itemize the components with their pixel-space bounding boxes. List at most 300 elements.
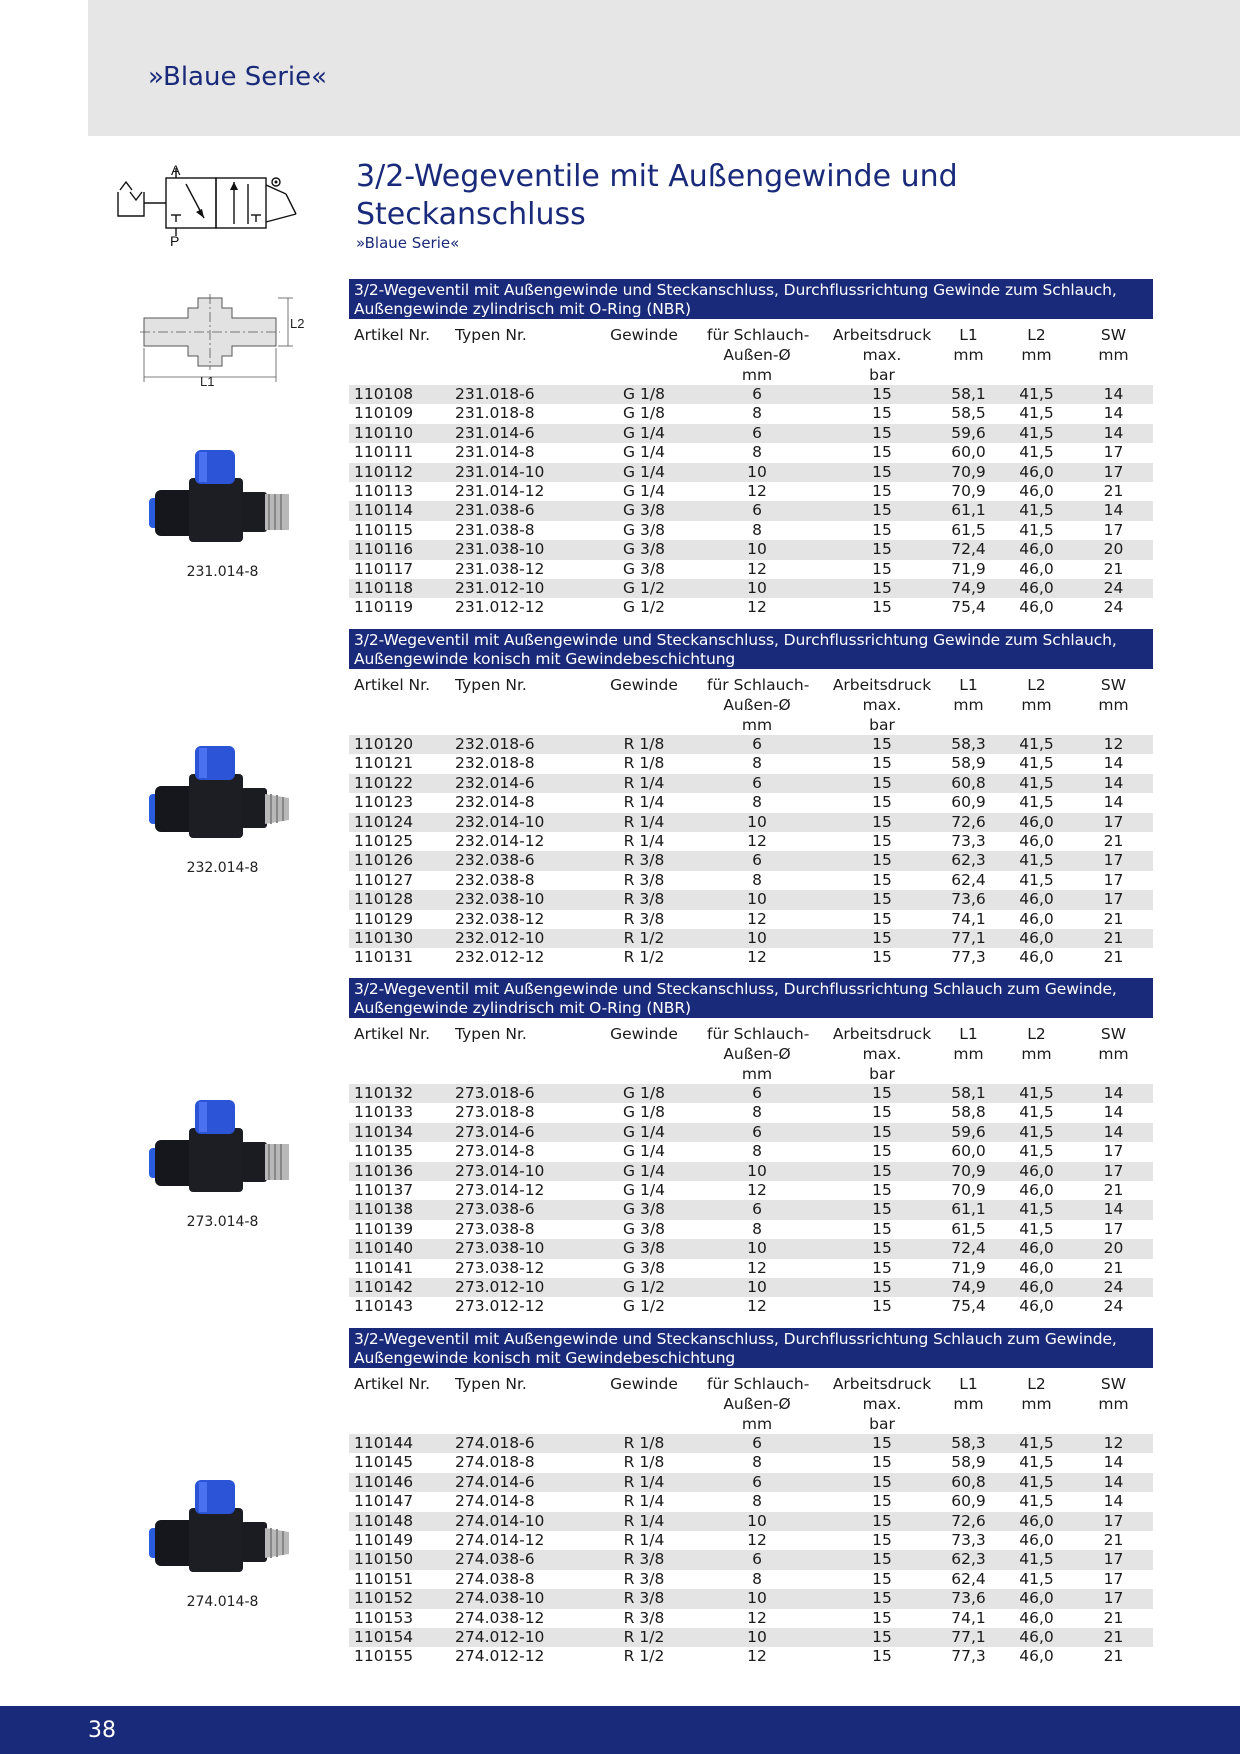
footer-band <box>0 1706 1240 1754</box>
cell-sw: 21 <box>1103 559 1124 578</box>
dimension-drawing <box>138 292 308 391</box>
cell-sw: 14 <box>1103 1453 1124 1472</box>
cell-arbeitsdruck: 15 <box>872 1453 892 1472</box>
cell-arbeitsdruck: 15 <box>872 1161 892 1180</box>
cell-arbeitsdruck: 15 <box>872 404 892 423</box>
cell-typen-nr: 274.038-10 <box>455 1589 545 1608</box>
cell-schlauch-durchmesser: 8 <box>752 1492 762 1511</box>
table-row <box>349 1220 1153 1239</box>
column-header-line: L2 <box>1027 326 1046 344</box>
cell-l1: 77,3 <box>951 948 986 967</box>
cell-gewinde: G 3/8 <box>623 501 665 520</box>
cell-l1: 77,1 <box>951 928 986 947</box>
cell-l1: 74,9 <box>951 578 986 597</box>
product-image-232 <box>140 736 305 876</box>
column-header-line: Typen Nr. <box>455 676 527 694</box>
cell-artikel-nr: 110108 <box>354 385 414 403</box>
cell-schlauch-durchmesser: 12 <box>747 1647 767 1666</box>
table-row <box>349 1628 1153 1647</box>
cell-sw: 21 <box>1103 1180 1124 1199</box>
cell-l2: 46,0 <box>1019 928 1054 947</box>
cell-arbeitsdruck: 15 <box>872 1434 892 1452</box>
table-row <box>349 501 1153 520</box>
column-header-row <box>349 1368 1153 1434</box>
cell-schlauch-durchmesser: 8 <box>752 1219 762 1238</box>
column-header-arbeitsdruck <box>827 325 937 385</box>
cell-l2: 41,5 <box>1019 793 1054 812</box>
cell-arbeitsdruck: 15 <box>872 948 892 967</box>
cell-l1: 77,3 <box>951 1647 986 1666</box>
cell-l1: 74,1 <box>951 909 986 928</box>
cell-l2: 41,5 <box>1019 1200 1054 1219</box>
cell-typen-nr: 274.038-6 <box>455 1550 535 1569</box>
column-header-line: L1 <box>959 1025 978 1043</box>
cell-arbeitsdruck: 15 <box>872 520 892 539</box>
cell-l2: 41,5 <box>1019 773 1054 792</box>
cell-l1: 75,4 <box>951 1297 986 1316</box>
cell-schlauch-durchmesser: 10 <box>747 928 767 947</box>
cell-artikel-nr: 110129 <box>354 909 414 928</box>
cell-sw: 17 <box>1103 1219 1124 1238</box>
cell-artikel-nr: 110150 <box>354 1550 414 1569</box>
cell-gewinde: R 3/8 <box>623 870 665 889</box>
column-header-line: SW <box>1100 1025 1127 1043</box>
cell-artikel-nr: 110121 <box>354 754 414 773</box>
table-row <box>349 482 1153 501</box>
cell-arbeitsdruck: 15 <box>872 1472 892 1491</box>
cell-gewinde: G 1/4 <box>623 1122 665 1141</box>
cell-typen-nr: 232.012-10 <box>455 928 545 947</box>
cell-l1: 58,5 <box>951 404 986 423</box>
cell-sw: 21 <box>1103 1627 1124 1646</box>
column-header-line: L1 <box>959 326 978 344</box>
cell-schlauch-durchmesser: 12 <box>747 1258 767 1277</box>
cell-arbeitsdruck: 15 <box>872 1589 892 1608</box>
cell-schlauch-durchmesser: 10 <box>747 462 767 481</box>
cell-sw: 17 <box>1103 870 1124 889</box>
cell-gewinde: G 1/4 <box>623 1142 665 1161</box>
section-heading-line: 3/2-Wegeventil mit Außengewinde und Steckanschluss, Durchflussrichtung Gewinde zum Schlauch, <box>354 631 1117 649</box>
cell-gewinde: G 3/8 <box>623 1258 665 1277</box>
column-header-line: L1 <box>959 676 978 694</box>
column-header-typen-nr <box>455 1024 527 1044</box>
cell-l2: 41,5 <box>1019 870 1054 889</box>
table-row <box>349 1239 1153 1258</box>
cell-gewinde: G 1/8 <box>623 385 665 403</box>
cell-l1: 60,0 <box>951 1142 986 1161</box>
cell-typen-nr: 274.038-12 <box>455 1608 545 1627</box>
cell-artikel-nr: 110122 <box>354 773 414 792</box>
cell-sw: 17 <box>1103 812 1124 831</box>
cell-sw: 14 <box>1103 385 1124 403</box>
cell-l2: 41,5 <box>1019 1550 1054 1569</box>
cell-schlauch-durchmesser: 10 <box>747 890 767 909</box>
cell-schlauch-durchmesser: 6 <box>752 423 762 442</box>
table-row <box>349 1278 1153 1297</box>
cell-schlauch-durchmesser: 6 <box>752 385 762 403</box>
cell-artikel-nr: 110151 <box>354 1569 414 1588</box>
table-row <box>349 735 1153 754</box>
column-header-line: für Schlauch- <box>707 1375 810 1393</box>
cell-l2: 46,0 <box>1019 1589 1054 1608</box>
cell-artikel-nr: 110118 <box>354 578 414 597</box>
column-header-line: mm <box>953 1045 984 1063</box>
cell-l2: 46,0 <box>1019 890 1054 909</box>
cell-gewinde: R 1/4 <box>623 812 665 831</box>
table-body <box>349 735 1153 968</box>
cell-artikel-nr: 110145 <box>354 1453 414 1472</box>
column-header-l1 <box>946 675 991 715</box>
column-header-line: Arbeitsdruck <box>832 1375 932 1393</box>
cell-schlauch-durchmesser: 12 <box>747 1297 767 1316</box>
column-header-line: mm <box>953 696 984 714</box>
table-row <box>349 1297 1153 1316</box>
cell-l1: 59,6 <box>951 423 986 442</box>
column-header-schlauch-durchmesser <box>707 1374 810 1434</box>
cell-sw: 21 <box>1103 481 1124 500</box>
cell-artikel-nr: 110152 <box>354 1589 414 1608</box>
cell-typen-nr: 231.038-6 <box>455 501 535 520</box>
cell-sw: 14 <box>1103 1122 1124 1141</box>
cell-gewinde: G 1/8 <box>623 1084 665 1102</box>
cell-l2: 41,5 <box>1019 1492 1054 1511</box>
cell-sw: 21 <box>1103 1258 1124 1277</box>
section-heading-line: Außengewinde zylindrisch mit O-Ring (NBR) <box>354 300 691 318</box>
cell-artikel-nr: 110110 <box>354 423 414 442</box>
cell-artikel-nr: 110147 <box>354 1492 414 1511</box>
cell-gewinde: G 1/4 <box>623 1161 665 1180</box>
cell-l2: 41,5 <box>1019 735 1054 753</box>
table-row <box>349 1434 1153 1453</box>
cell-gewinde: G 1/2 <box>623 1297 665 1316</box>
section-heading <box>349 1328 1153 1368</box>
symbol-label-p: P <box>170 233 180 249</box>
column-header-arbeitsdruck <box>827 1374 937 1434</box>
cell-typen-nr: 273.014-12 <box>455 1180 545 1199</box>
cell-l1: 77,1 <box>951 1627 986 1646</box>
cell-l2: 41,5 <box>1019 1103 1054 1122</box>
cell-sw: 24 <box>1103 598 1124 617</box>
cell-gewinde: R 1/4 <box>623 831 665 850</box>
valve-symbol-diagram <box>116 160 336 254</box>
cell-arbeitsdruck: 15 <box>872 851 892 870</box>
cell-typen-nr: 273.038-10 <box>455 1239 545 1258</box>
cell-sw: 17 <box>1103 520 1124 539</box>
product-image-231 <box>140 440 305 580</box>
table-row <box>349 463 1153 482</box>
cell-l1: 60,0 <box>951 443 986 462</box>
column-header-arbeitsdruck <box>827 675 937 735</box>
cell-typen-nr: 231.012-10 <box>455 578 545 597</box>
cell-schlauch-durchmesser: 12 <box>747 1530 767 1549</box>
table-row <box>349 948 1153 967</box>
cell-artikel-nr: 110116 <box>354 540 414 559</box>
cell-sw: 17 <box>1103 1550 1124 1569</box>
table-row <box>349 424 1153 443</box>
cell-arbeitsdruck: 15 <box>872 1084 892 1102</box>
column-header-line: SW <box>1100 326 1127 344</box>
header-band <box>88 0 1240 136</box>
cell-arbeitsdruck: 15 <box>872 1647 892 1666</box>
section-heading-line: 3/2-Wegeventil mit Außengewinde und Steckanschluss, Durchflussrichtung Schlauch zum Gewinde, <box>354 1330 1117 1348</box>
cell-schlauch-durchmesser: 10 <box>747 812 767 831</box>
cell-artikel-nr: 110115 <box>354 520 414 539</box>
cell-sw: 21 <box>1103 909 1124 928</box>
cell-sw: 17 <box>1103 1589 1124 1608</box>
cell-l1: 58,1 <box>951 1084 986 1102</box>
cell-schlauch-durchmesser: 6 <box>752 1472 762 1491</box>
column-header-gewinde <box>604 325 684 345</box>
cell-gewinde: R 1/4 <box>623 773 665 792</box>
cell-typen-nr: 231.014-8 <box>455 443 535 462</box>
cell-l2: 46,0 <box>1019 812 1054 831</box>
column-header-line: für Schlauch- <box>707 676 810 694</box>
cell-artikel-nr: 110154 <box>354 1627 414 1646</box>
column-header-schlauch-durchmesser <box>707 325 810 385</box>
column-header-line: mm <box>1098 696 1129 714</box>
cell-artikel-nr: 110112 <box>354 462 414 481</box>
cell-typen-nr: 231.038-12 <box>455 559 545 578</box>
cell-artikel-nr: 110144 <box>354 1434 414 1452</box>
cell-typen-nr: 231.038-10 <box>455 540 545 559</box>
table-row <box>349 774 1153 793</box>
cell-schlauch-durchmesser: 12 <box>747 1608 767 1627</box>
dim-label-l2: L2 <box>290 316 305 331</box>
table-body <box>349 1084 1153 1317</box>
cell-l2: 46,0 <box>1019 1647 1054 1666</box>
column-header-line: L2 <box>1027 676 1046 694</box>
table-row <box>349 1512 1153 1531</box>
cell-l2: 46,0 <box>1019 462 1054 481</box>
cell-arbeitsdruck: 15 <box>872 773 892 792</box>
cell-l2: 41,5 <box>1019 1434 1054 1452</box>
cell-schlauch-durchmesser: 10 <box>747 1511 767 1530</box>
column-header-line: Außen-Ø <box>723 696 791 714</box>
cell-gewinde: G 3/8 <box>623 520 665 539</box>
cell-schlauch-durchmesser: 6 <box>752 851 762 870</box>
cell-arbeitsdruck: 15 <box>872 1550 892 1569</box>
cell-l2: 41,5 <box>1019 1569 1054 1588</box>
table-row <box>349 1589 1153 1608</box>
section-heading-line: 3/2-Wegeventil mit Außengewinde und Steckanschluss, Durchflussrichtung Schlauch zum Gewinde, <box>354 980 1117 998</box>
table-row <box>349 1103 1153 1122</box>
cell-typen-nr: 231.038-8 <box>455 520 535 539</box>
cell-l1: 60,8 <box>951 1472 986 1491</box>
section-heading <box>349 279 1153 319</box>
cell-gewinde: R 3/8 <box>623 909 665 928</box>
cell-l1: 73,6 <box>951 890 986 909</box>
cell-sw: 17 <box>1103 462 1124 481</box>
cell-gewinde: R 1/4 <box>623 1472 665 1491</box>
cell-artikel-nr: 110148 <box>354 1511 414 1530</box>
cell-sw: 21 <box>1103 831 1124 850</box>
column-header-line: max. <box>862 1045 902 1063</box>
cell-l1: 58,3 <box>951 735 986 753</box>
table-row <box>349 890 1153 909</box>
cell-l2: 41,5 <box>1019 385 1054 403</box>
cell-l2: 41,5 <box>1019 1122 1054 1141</box>
cell-schlauch-durchmesser: 6 <box>752 1084 762 1102</box>
cell-sw: 21 <box>1103 1608 1124 1627</box>
cell-gewinde: G 1/8 <box>623 1103 665 1122</box>
cell-typen-nr: 231.014-12 <box>455 481 545 500</box>
cell-gewinde: G 1/8 <box>623 404 665 423</box>
cell-l2: 46,0 <box>1019 1627 1054 1646</box>
table-row <box>349 1609 1153 1628</box>
column-header-line: mm <box>741 1415 773 1433</box>
cell-gewinde: R 1/2 <box>623 1627 665 1646</box>
table-row <box>349 540 1153 559</box>
table-row <box>349 871 1153 890</box>
cell-l1: 59,6 <box>951 1122 986 1141</box>
cell-l1: 70,9 <box>951 481 986 500</box>
cell-arbeitsdruck: 15 <box>872 754 892 773</box>
cell-typen-nr: 273.014-6 <box>455 1122 535 1141</box>
page-number: 38 <box>88 1718 116 1743</box>
table-row <box>349 443 1153 462</box>
cell-arbeitsdruck: 15 <box>872 1103 892 1122</box>
column-header-line: max. <box>862 346 902 364</box>
cell-l1: 58,3 <box>951 1434 986 1452</box>
cell-typen-nr: 231.014-6 <box>455 423 535 442</box>
cell-schlauch-durchmesser: 8 <box>752 870 762 889</box>
cell-typen-nr: 231.012-12 <box>455 598 545 617</box>
cell-sw: 17 <box>1103 443 1124 462</box>
cell-schlauch-durchmesser: 8 <box>752 1569 762 1588</box>
cell-l1: 73,3 <box>951 831 986 850</box>
column-header-line: mm <box>953 1395 984 1413</box>
cell-typen-nr: 232.018-6 <box>455 735 535 753</box>
column-header-row <box>349 1018 1153 1084</box>
cell-sw: 14 <box>1103 773 1124 792</box>
section-heading <box>349 978 1153 1018</box>
column-header-line: L2 <box>1027 1025 1046 1043</box>
cell-typen-nr: 274.018-6 <box>455 1434 535 1452</box>
cell-typen-nr: 274.018-8 <box>455 1453 535 1472</box>
column-header-typen-nr <box>455 1374 527 1394</box>
valve-photo-icon <box>143 1470 303 1590</box>
cell-l1: 61,1 <box>951 501 986 520</box>
table-row <box>349 1647 1153 1666</box>
cell-typen-nr: 274.012-12 <box>455 1647 545 1666</box>
column-header-line: L1 <box>959 1375 978 1393</box>
cell-gewinde: G 3/8 <box>623 540 665 559</box>
table-row <box>349 404 1153 423</box>
cell-arbeitsdruck: 15 <box>872 481 892 500</box>
cell-l2: 46,0 <box>1019 559 1054 578</box>
cell-gewinde: G 1/2 <box>623 578 665 597</box>
cell-gewinde: G 1/4 <box>623 443 665 462</box>
cell-l1: 60,8 <box>951 773 986 792</box>
cell-l2: 46,0 <box>1019 540 1054 559</box>
cell-typen-nr: 232.014-6 <box>455 773 535 792</box>
column-header-line: Artikel Nr. <box>354 1375 431 1393</box>
cell-schlauch-durchmesser: 6 <box>752 735 762 753</box>
cell-gewinde: R 3/8 <box>623 1550 665 1569</box>
cell-typen-nr: 273.018-8 <box>455 1103 535 1122</box>
product-caption: 273.014-8 <box>186 1214 259 1230</box>
cell-arbeitsdruck: 15 <box>872 735 892 753</box>
cell-sw: 14 <box>1103 1492 1124 1511</box>
cell-schlauch-durchmesser: 8 <box>752 754 762 773</box>
cell-sw: 14 <box>1103 501 1124 520</box>
cell-l1: 60,9 <box>951 793 986 812</box>
series-title: »Blaue Serie« <box>148 62 328 92</box>
table-row <box>349 832 1153 851</box>
section-heading-line: Außengewinde zylindrisch mit O-Ring (NBR) <box>354 999 691 1017</box>
cell-typen-nr: 274.014-12 <box>455 1530 545 1549</box>
column-header-line: Typen Nr. <box>455 1375 527 1393</box>
column-header-line: bar <box>869 1065 895 1083</box>
column-header-gewinde <box>604 1024 684 1044</box>
cell-typen-nr: 231.018-6 <box>455 385 535 403</box>
cell-arbeitsdruck: 15 <box>872 1530 892 1549</box>
cell-arbeitsdruck: 15 <box>872 1258 892 1277</box>
column-header-l1 <box>946 325 991 365</box>
column-header-line: mm <box>1021 696 1052 714</box>
cell-artikel-nr: 110109 <box>354 404 414 423</box>
cell-l1: 61,5 <box>951 520 986 539</box>
cell-gewinde: R 1/8 <box>623 735 665 753</box>
column-header-sw <box>1091 1374 1136 1414</box>
column-header-schlauch-durchmesser <box>707 1024 810 1084</box>
cell-typen-nr: 232.018-8 <box>455 754 535 773</box>
column-header-line: mm <box>741 716 773 734</box>
cell-sw: 14 <box>1103 423 1124 442</box>
section-heading-line: 3/2-Wegeventil mit Außengewinde und Steckanschluss, Durchflussrichtung Gewinde zum Schlauch, <box>354 281 1117 299</box>
cell-gewinde: R 1/2 <box>623 948 665 967</box>
column-header-line: Gewinde <box>610 676 678 694</box>
cell-sw: 17 <box>1103 1142 1124 1161</box>
column-header-l2 <box>1014 1024 1059 1064</box>
cell-gewinde: R 1/4 <box>623 1530 665 1549</box>
cell-schlauch-durchmesser: 8 <box>752 793 762 812</box>
cell-gewinde: R 1/4 <box>623 793 665 812</box>
cell-sw: 21 <box>1103 928 1124 947</box>
cell-l2: 41,5 <box>1019 1084 1054 1102</box>
cell-schlauch-durchmesser: 8 <box>752 1142 762 1161</box>
table-row <box>349 1531 1153 1550</box>
cell-sw: 24 <box>1103 1277 1124 1296</box>
cell-l2: 46,0 <box>1019 1608 1054 1627</box>
cell-gewinde: G 3/8 <box>623 1239 665 1258</box>
cell-typen-nr: 232.014-10 <box>455 812 545 831</box>
cell-l2: 46,0 <box>1019 831 1054 850</box>
cell-l2: 46,0 <box>1019 1297 1054 1316</box>
cell-artikel-nr: 110124 <box>354 812 414 831</box>
cell-artikel-nr: 110133 <box>354 1103 414 1122</box>
cell-gewinde: G 3/8 <box>623 559 665 578</box>
cell-l2: 46,0 <box>1019 1161 1054 1180</box>
cell-l2: 46,0 <box>1019 1258 1054 1277</box>
column-header-line: Gewinde <box>610 1375 678 1393</box>
cell-artikel-nr: 110149 <box>354 1530 414 1549</box>
cell-gewinde: G 3/8 <box>623 1200 665 1219</box>
cell-l1: 58,8 <box>951 1103 986 1122</box>
cell-schlauch-durchmesser: 6 <box>752 501 762 520</box>
column-header-line: mm <box>741 1065 773 1083</box>
table-row <box>349 1123 1153 1142</box>
cell-sw: 17 <box>1103 890 1124 909</box>
section-heading-line: Außengewinde konisch mit Gewindebeschichtung <box>354 650 736 668</box>
cell-l1: 72,4 <box>951 540 986 559</box>
cell-gewinde: G 1/4 <box>623 1180 665 1199</box>
cell-typen-nr: 232.014-8 <box>455 793 535 812</box>
column-header-line: mm <box>1021 1395 1052 1413</box>
cell-gewinde: R 3/8 <box>623 1569 665 1588</box>
cell-gewinde: G 1/2 <box>623 1277 665 1296</box>
cell-l1: 71,9 <box>951 559 986 578</box>
